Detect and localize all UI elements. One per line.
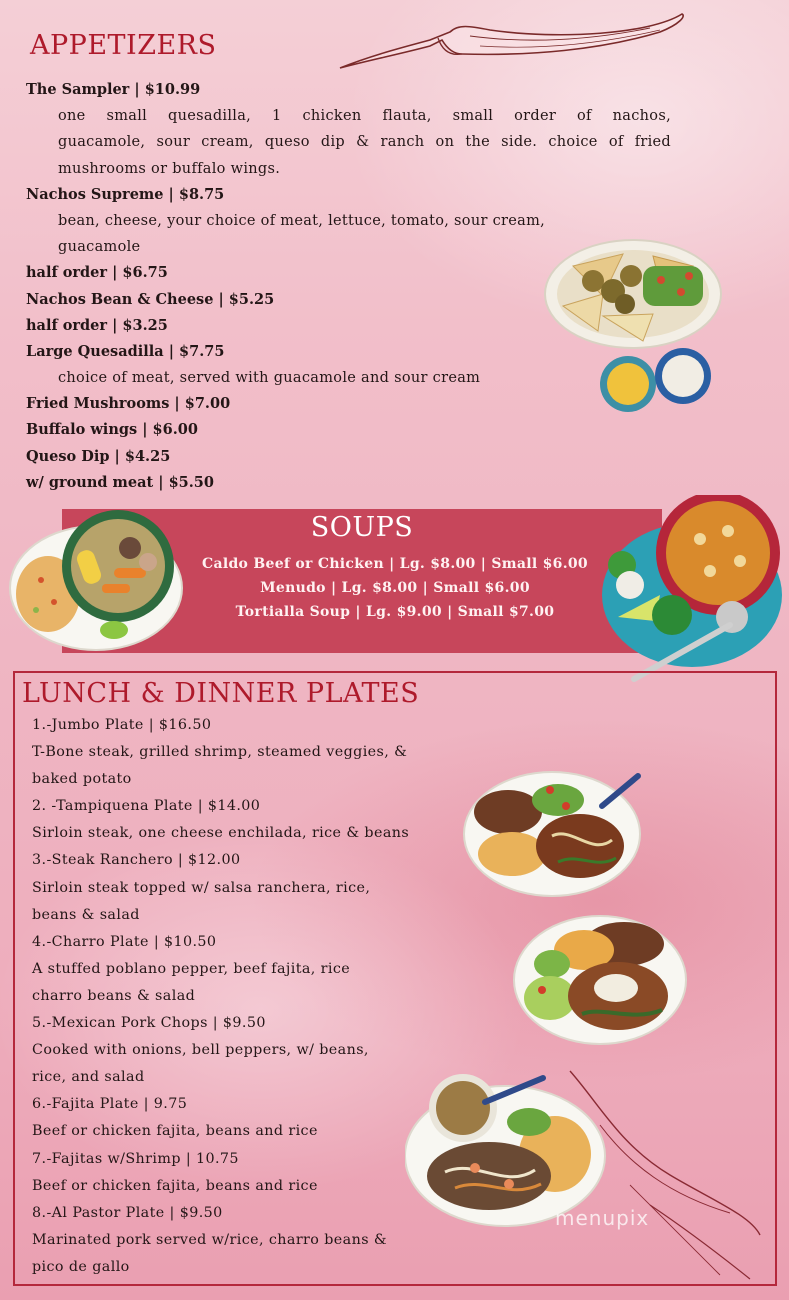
menu-item-description: mushrooms or buffalo wings. [58, 160, 281, 177]
plate-item-description: charro beans & salad [32, 987, 196, 1004]
plate-item-description: baked potato [32, 771, 132, 788]
menu-item-name: Nachos Supreme | $8.75 [26, 185, 225, 203]
plates-title: LUNCH & DINNER PLATES [22, 678, 420, 709]
menu-item-description: guacamole [58, 239, 141, 256]
plate-item-name: 4.-Charro Plate | $10.50 [32, 933, 217, 950]
plate-item-description: pico de gallo [32, 1258, 130, 1275]
plate-item-description: T-Bone steak, grilled shrimp, steamed veggies, & [32, 744, 408, 761]
menu-item-description: choice of meat, served with guacamole and sour cream [58, 370, 481, 387]
menu-item-name: Queso Dip | $4.25 [26, 447, 171, 465]
menu-item-name: half order | $6.75 [26, 264, 168, 282]
plate-item-name: 8.-Al Pastor Plate | $9.50 [32, 1204, 223, 1221]
plate-item-name: 2. -Tampiquena Plate | $14.00 [32, 798, 261, 815]
appetizers-title: APPETIZERS [30, 30, 217, 61]
menu-item-name: Nachos Bean & Cheese | $5.25 [26, 290, 275, 308]
menu-item-name: w/ ground meat | $5.50 [26, 473, 214, 491]
appetizer-sampler-photo [543, 236, 728, 418]
plate-item-name: 1.-Jumbo Plate | $16.50 [32, 717, 212, 733]
menu-item-description: one small quesadilla, 1 chicken flauta, small order of nachos, [58, 108, 671, 125]
menu-item-name: half order | $3.25 [26, 316, 168, 334]
plate-item-description: Beef or chicken fajita, beans and rice [32, 1177, 318, 1194]
soup-item: Caldo Beef or Chicken | Lg. $8.00 | Small $6.00 [202, 556, 588, 572]
caldo-soup-photo [6, 510, 186, 652]
plate-item-name: 5.-Mexican Pork Chops | $9.50 [32, 1015, 266, 1032]
chili-pepper-sketch [560, 1065, 770, 1285]
plate-item-description: Sirloin steak topped w/ salsa ranchera, rice, [32, 879, 371, 896]
menu-item-name: Fried Mushrooms | $7.00 [26, 395, 231, 413]
soups-title: SOUPS [310, 512, 414, 543]
menu-item-description: guacamole, sour cream, queso dip & ranch on the side. choice of fried [58, 134, 671, 151]
plate-item-description: Cooked with onions, bell peppers, w/ beans, [32, 1042, 369, 1059]
plate-item-description: Sirloin steak, one cheese enchilada, rice & beans [32, 825, 410, 842]
charro-plate-photo [512, 914, 688, 1046]
plate-item-description: beans & salad [32, 906, 140, 923]
soup-item: Tortialla Soup | Lg. $9.00 | Small $7.00 [235, 604, 555, 620]
plate-item-name: 3.-Steak Ranchero | $12.00 [32, 852, 241, 869]
plates-list [32, 712, 452, 1281]
menu-item-name: Large Quesadilla | $7.75 [26, 342, 225, 360]
plate-item-description: Marinated pork served w/rice, charro beans & [32, 1231, 388, 1248]
plate-item-description: rice, and salad [32, 1069, 145, 1086]
tampiquena-plate-photo [462, 766, 644, 898]
menu-item-name: Buffalo wings | $6.00 [26, 421, 198, 439]
plate-item-name: 6.-Fajita Plate | 9.75 [32, 1096, 188, 1113]
soup-item: Menudo | Lg. $8.00 | Small $6.00 [260, 580, 530, 596]
plate-item-description: Beef or chicken fajita, beans and rice [32, 1123, 318, 1140]
menu-item-description: bean, cheese, your choice of meat, lettuce, tomato, sour cream, [58, 212, 546, 229]
menupix-watermark: menupix [555, 1206, 650, 1230]
menudo-soup-photo [600, 495, 785, 687]
plate-item-name: 7.-Fajitas w/Shrimp | 10.75 [32, 1150, 239, 1167]
plate-item-description: A stuffed poblano pepper, beef fajita, rice [32, 960, 351, 977]
menu-item-name: The Sampler | $10.99 [26, 81, 201, 98]
